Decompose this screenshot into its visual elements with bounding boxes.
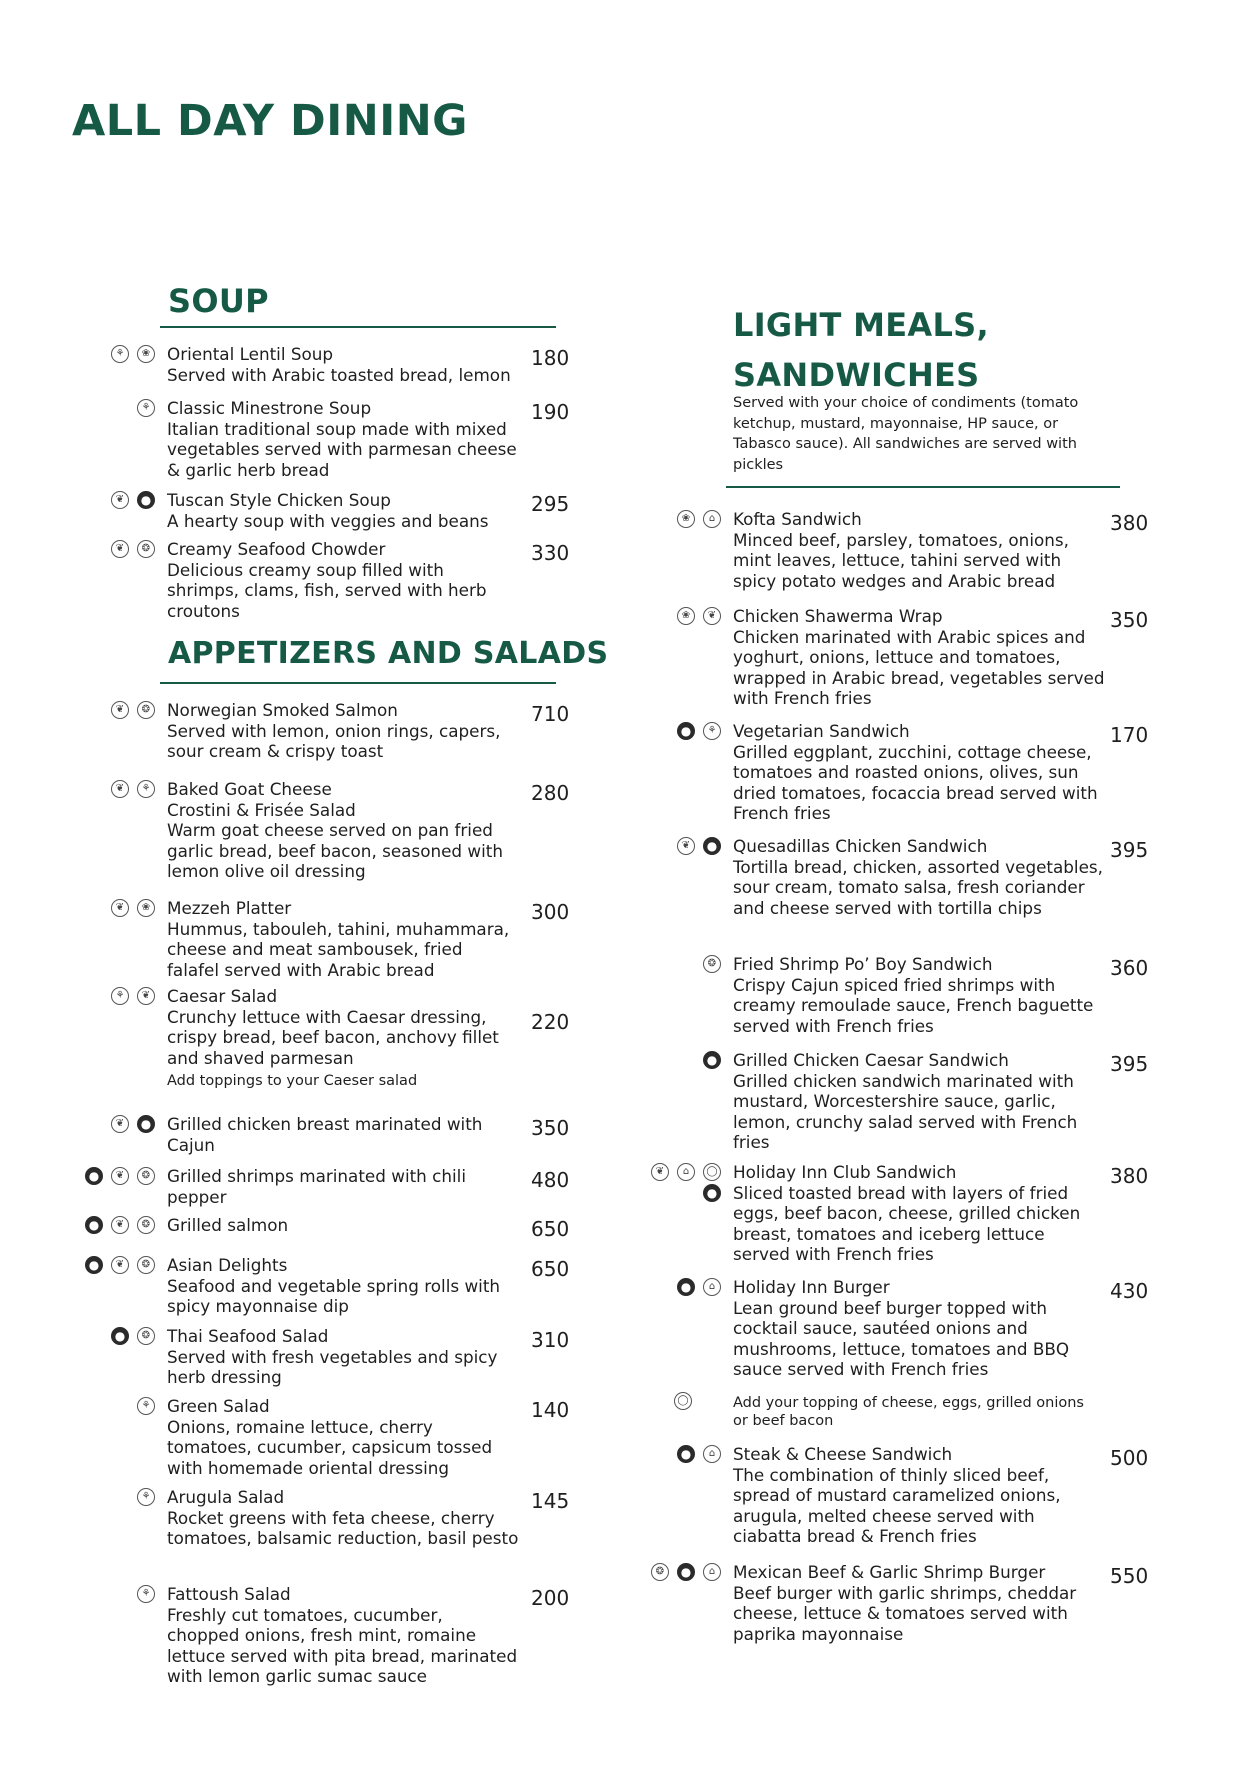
gluten-icon: ❦: [111, 1115, 129, 1133]
beef-icon: ⌂: [703, 1445, 721, 1463]
dietary-icons: [111, 701, 155, 721]
item-price: 220: [531, 1010, 570, 1034]
menu-item: [167, 490, 519, 531]
page-title: ALL DAY DINING: [72, 96, 468, 146]
menu-item: [167, 1114, 519, 1155]
leaf-icon: ⚘: [111, 345, 129, 363]
dietary-icons: [85, 1256, 155, 1276]
item-price: 430: [1110, 1279, 1149, 1303]
seafood-icon: ❂: [137, 701, 155, 719]
globe-icon: ●: [703, 837, 721, 855]
dietary-icons: [111, 780, 155, 800]
menu-item: [167, 898, 519, 980]
item-name: Holiday Inn Burger: [733, 1277, 890, 1297]
dietary-icons: [677, 722, 721, 742]
dietary-icons: [677, 1445, 721, 1465]
menu-item: [733, 1277, 1105, 1380]
dietary-icons: [137, 1585, 155, 1605]
item-name: Tuscan Style Chicken Soup: [167, 490, 391, 510]
item-price: 310: [531, 1328, 570, 1352]
beef-icon: ⌂: [703, 1563, 721, 1581]
item-price: 500: [1110, 1446, 1149, 1470]
leaf-icon: ⚘: [137, 1488, 155, 1506]
item-description: Chicken marinated with Arabic spices and yoghurt, onions, lettuce and tomatoes, wrapped in Arabic bread, vegetables served with French fries: [733, 626, 1105, 708]
egg-icon: ◯: [674, 1392, 692, 1410]
item-description: Lean ground beef burger topped with cocktail sauce, sautéed onions and mushrooms, lettuce, tomatoes and BBQ sauce served with French fries: [733, 1297, 1070, 1379]
menu-item: [167, 1584, 519, 1687]
item-description: Crunchy lettuce with Caesar dressing, crispy bread, beef bacon, anchovy fillet and shaved parmesan: [167, 1006, 499, 1068]
item-price: 190: [531, 400, 570, 424]
condiments-note: Served with your choice of condiments (tomato ketchup, mustard, mayonnaise, HP sauce, or Tabasco sauce). All sandwiches are served with pickles: [733, 395, 1079, 473]
item-price: 330: [531, 541, 570, 565]
item-name: Grilled salmon: [167, 1215, 289, 1235]
item-price: 295: [531, 492, 570, 516]
leaf-icon: ⚘: [137, 1397, 155, 1415]
item-description: Onions, romaine lettuce, cherry tomatoes, cucumber, capsicum tossed with homemade oriental dressing: [167, 1416, 493, 1478]
item-description: Crostini & Frisée Salad: [167, 799, 356, 820]
menu-item: [733, 721, 1105, 824]
item-price: 300: [531, 900, 570, 924]
menu-item: [167, 1255, 519, 1317]
beef-icon: ⌂: [703, 1278, 721, 1296]
item-name: Oriental Lentil Soup: [167, 344, 334, 364]
section-title-soup: SOUP: [168, 282, 269, 320]
chili-icon: ❀: [677, 510, 695, 528]
topping-note: Add your topping of cheese, eggs, grilled onions or beef bacon: [733, 1395, 1084, 1429]
dietary-icons: [85, 1216, 155, 1236]
item-price: 710: [531, 702, 570, 726]
item-price: 550: [1110, 1564, 1149, 1588]
dietary-icons: [703, 955, 721, 975]
item-price: 140: [531, 1398, 570, 1422]
globe-icon: ●: [137, 1115, 155, 1133]
item-name: Fattoush Salad: [167, 1584, 291, 1604]
item-description: Seafood and vegetable spring rolls with spicy mayonnaise dip: [167, 1275, 501, 1316]
leaf-icon: ⚘: [137, 780, 155, 798]
item-description: Italian traditional soup made with mixed vegetables served with parmesan cheese & garlic herb bread: [167, 418, 517, 480]
item-description: Tortilla bread, chicken, assorted vegetables, sour cream, tomato salsa, fresh coriander and cheese served with tortilla chips: [733, 856, 1103, 918]
gluten-icon: ❦: [677, 837, 695, 855]
menu-item: [167, 539, 519, 621]
item-name: Quesadillas Chicken Sandwich: [733, 836, 988, 856]
menu-item: [733, 954, 1105, 1036]
item-name: Thai Seafood Salad: [167, 1326, 329, 1346]
globe-icon: ●: [137, 491, 155, 509]
item-name: Asian Delights: [167, 1255, 288, 1275]
item-name: Vegetarian Sandwich: [733, 721, 910, 741]
menu-item: [167, 398, 519, 480]
dietary-icons: [111, 1327, 155, 1347]
dietary-icons: [111, 345, 155, 365]
globe-icon: ●: [85, 1167, 103, 1185]
item-name: Grilled Chicken Caesar Sandwich: [733, 1050, 1009, 1070]
menu-item: [733, 1562, 1105, 1644]
item-name: Grilled shrimps marinated with chili pepper: [167, 1166, 467, 1207]
dietary-icons: [703, 1051, 721, 1071]
light-meals-rule: [726, 486, 1120, 488]
item-description: Crispy Cajun spiced fried shrimps with creamy remoulade sauce, French baguette served with French fries: [733, 974, 1094, 1036]
leaf-icon: ⚘: [137, 1585, 155, 1603]
beef-icon: ⌂: [703, 510, 721, 528]
seafood-icon: ❂: [137, 1327, 155, 1345]
item-description: Served with Arabic toasted bread, lemon: [167, 364, 511, 385]
dietary-icons: [677, 1278, 721, 1298]
item-description: Warm goat cheese served on pan fried garlic bread, beef bacon, seasoned with lemon olive oil dressing: [167, 820, 504, 881]
item-description: Beef burger with garlic shrimps, cheddar cheese, lettuce & tomatoes served with paprika mayonnaise: [733, 1582, 1077, 1644]
dietary-icons: [137, 399, 155, 419]
chili-icon: ❀: [677, 607, 695, 625]
gluten-icon: ❦: [111, 899, 129, 917]
globe-icon: ●: [677, 722, 695, 740]
menu-item: [733, 1162, 1105, 1265]
appetizers-rule: [160, 682, 556, 684]
item-name: Norwegian Smoked Salmon: [167, 700, 398, 720]
item-price: 360: [1110, 956, 1149, 980]
dietary-icons: [677, 607, 721, 627]
item-description: Served with lemon, onion rings, capers, sour cream & crispy toast: [167, 720, 501, 761]
menu-item: [167, 1396, 519, 1478]
globe-icon: ●: [677, 1278, 695, 1296]
item-description: Served with fresh vegetables and spicy herb dressing: [167, 1346, 498, 1387]
gluten-icon: ❦: [111, 540, 129, 558]
item-name: Baked Goat Cheese: [167, 779, 332, 799]
globe-icon: ●: [111, 1327, 129, 1345]
menu-item: [167, 344, 519, 385]
dietary-icons: [677, 837, 721, 857]
item-name: Kofta Sandwich: [733, 509, 862, 529]
dietary-icons: [651, 1163, 721, 1183]
gluten-icon: ❦: [111, 780, 129, 798]
chili-icon: ❀: [137, 899, 155, 917]
menu-item: [167, 1166, 519, 1207]
item-description: A hearty soup with veggies and beans: [167, 510, 489, 531]
item-description: Delicious creamy soup filled with shrimps, clams, fish, served with herb croutons: [167, 559, 487, 621]
item-name: Creamy Seafood Chowder: [167, 539, 386, 559]
menu-item: [167, 986, 519, 1091]
menu-item: [167, 1326, 519, 1388]
item-name: Mezzeh Platter: [167, 898, 292, 918]
globe-icon: ●: [703, 1184, 721, 1202]
globe-icon: ●: [677, 1563, 695, 1581]
dietary-icons: [137, 1488, 155, 1508]
item-description: The combination of thinly sliced beef, spread of mustard caramelized onions, arugula, melted cheese served with ciabatta bread & French fries: [733, 1464, 1061, 1546]
item-description: Grilled eggplant, zucchini, cottage cheese, tomatoes and roasted onions, olives, sun dried tomatoes, focaccia bread served with French fries: [733, 741, 1098, 823]
gluten-icon: ❦: [111, 491, 129, 509]
item-extra-note: Add toppings to your Caeser salad: [167, 1073, 418, 1089]
leaf-icon: ⚘: [703, 722, 721, 740]
item-name: Green Salad: [167, 1396, 270, 1416]
item-price: 145: [531, 1489, 570, 1513]
seafood-icon: ❂: [651, 1563, 669, 1581]
item-price: 650: [531, 1257, 570, 1281]
gluten-icon: ❦: [111, 1256, 129, 1274]
item-description: Sliced toasted bread with layers of fried eggs, beef bacon, cheese, grilled chicken breast, tomatoes and iceberg lettuce served with French fries: [733, 1182, 1081, 1264]
menu-item: [167, 779, 519, 882]
menu-item: [167, 1215, 519, 1236]
item-price: 200: [531, 1586, 570, 1610]
dietary-icons-row2: [703, 1184, 721, 1204]
seafood-icon: ❂: [137, 540, 155, 558]
item-name: Chicken Shawerma Wrap: [733, 606, 943, 626]
soup-rule: [160, 326, 556, 328]
item-name: Caesar Salad: [167, 986, 278, 1006]
section-title-light-meals-line2: SANDWICHES: [733, 356, 980, 394]
item-name: Mexican Beef & Garlic Shrimp Burger: [733, 1562, 1046, 1582]
gluten-icon: ❦: [111, 1216, 129, 1234]
item-price: 395: [1110, 1052, 1149, 1076]
gluten-icon: ❦: [651, 1163, 669, 1181]
item-name: Grilled chicken breast marinated with Cajun: [167, 1114, 483, 1155]
item-price: 350: [531, 1116, 570, 1140]
item-description: Minced beef, parsley, tomatoes, onions, mint leaves, lettuce, tahini served with spicy potato wedges and Arabic bread: [733, 529, 1069, 591]
globe-icon: ●: [677, 1445, 695, 1463]
dietary-icons: [85, 1167, 155, 1187]
egg-icon: ◯: [703, 1163, 721, 1181]
item-name: Fried Shrimp Po’ Boy Sandwich: [733, 954, 993, 974]
seafood-icon: ❂: [137, 1216, 155, 1234]
dietary-icons: [111, 987, 155, 1007]
dietary-icons: [111, 1115, 155, 1135]
gluten-icon: ❦: [111, 701, 129, 719]
leaf-icon: ⚘: [137, 399, 155, 417]
item-description: Rocket greens with feta cheese, cherry tomatoes, balsamic reduction, basil pesto: [167, 1507, 519, 1548]
dietary-icons: [111, 540, 155, 560]
item-name: Holiday Inn Club Sandwich: [733, 1162, 957, 1182]
item-description: Grilled chicken sandwich marinated with mustard, Worcestershire sauce, garlic, lemon, crunchy salad served with French fries: [733, 1070, 1078, 1152]
item-price: 650: [531, 1217, 570, 1241]
gluten-icon: ❦: [111, 1167, 129, 1185]
section-title-appetizers: APPETIZERS AND SALADS: [168, 636, 609, 671]
seafood-icon: ❂: [137, 1167, 155, 1185]
item-name: Steak & Cheese Sandwich: [733, 1444, 953, 1464]
item-price: 480: [531, 1168, 570, 1192]
item-price: 280: [531, 781, 570, 805]
item-price: 380: [1110, 1164, 1149, 1188]
dietary-icons: [137, 1397, 155, 1417]
leaf-icon: ⚘: [111, 987, 129, 1005]
menu-item: [733, 1050, 1105, 1153]
gluten-icon: ❦: [703, 607, 721, 625]
item-name: Arugula Salad: [167, 1487, 285, 1507]
item-price: 395: [1110, 838, 1149, 862]
globe-icon: ●: [85, 1216, 103, 1234]
globe-icon: ●: [703, 1051, 721, 1069]
item-price: 380: [1110, 511, 1149, 535]
item-price: 170: [1110, 723, 1149, 747]
menu-item: [733, 1444, 1105, 1547]
section-title-light-meals-line1: LIGHT MEALS,: [733, 306, 989, 344]
item-name: Classic Minestrone Soup: [167, 398, 372, 418]
seafood-icon: ❂: [137, 1256, 155, 1274]
topping-icons: [674, 1392, 692, 1412]
dietary-icons: [651, 1563, 721, 1583]
beef-icon: ⌂: [677, 1163, 695, 1181]
chili-icon: ❀: [137, 345, 155, 363]
seafood-icon: ❂: [703, 955, 721, 973]
menu-item: [733, 509, 1105, 591]
dietary-icons: [111, 491, 155, 511]
globe-icon: ●: [85, 1256, 103, 1274]
dietary-icons: [677, 510, 721, 530]
menu-item: [167, 1487, 519, 1549]
dietary-icons: [111, 899, 155, 919]
menu-item: [733, 606, 1105, 709]
item-price: 350: [1110, 608, 1149, 632]
menu-item: [733, 836, 1105, 918]
item-description: Freshly cut tomatoes, cucumber, chopped onions, fresh mint, romaine lettuce served with pita bread, marinated with lemon garlic sumac sauce: [167, 1604, 518, 1686]
menu-item: [167, 700, 519, 762]
item-price: 180: [531, 346, 570, 370]
gluten-icon: ❦: [137, 987, 155, 1005]
item-description: Hummus, tabouleh, tahini, muhammara, cheese and meat sambousek, fried falafel served with Arabic bread: [167, 918, 510, 980]
